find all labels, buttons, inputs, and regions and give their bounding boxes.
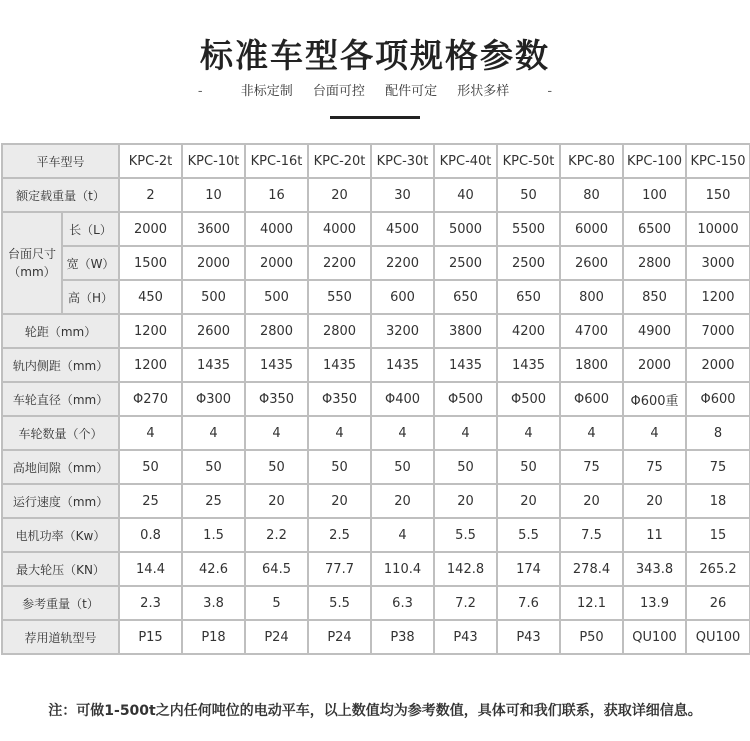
table-cell: 450 [119, 280, 182, 314]
table-cell: 1435 [245, 348, 308, 382]
subtitle-item: 非标定制 [240, 84, 293, 99]
table-cell: 2600 [560, 246, 623, 280]
page-title: 标准车型各项规格参数 [200, 36, 550, 75]
row-label: 平车型号 [2, 144, 119, 178]
table-cell: 4 [371, 518, 434, 552]
table-cell: 18 [686, 484, 750, 518]
table-row [2, 484, 750, 518]
table-cell: 3000 [686, 246, 750, 280]
table-cell: 50 [245, 450, 308, 484]
table-cell: 77.7 [308, 552, 371, 586]
table-cell: 50 [497, 450, 560, 484]
table-cell: 3.8 [182, 586, 245, 620]
table-cell: KPC-150 [686, 144, 750, 178]
table-cell: 3600 [182, 212, 245, 246]
table-cell: 50 [308, 450, 371, 484]
table-cell: Φ500 [497, 382, 560, 416]
table-cell: 2200 [371, 246, 434, 280]
table-cell: 64.5 [245, 552, 308, 586]
table-cell: 4900 [623, 314, 686, 348]
table-row [2, 212, 750, 246]
table-cell: 550 [308, 280, 371, 314]
row-label: 轨内侧距（mm） [2, 348, 119, 382]
table-cell: 0.8 [119, 518, 182, 552]
table-cell: 11 [623, 518, 686, 552]
subtitle-item: 形状多样 [457, 84, 510, 99]
table-cell: Φ300 [182, 382, 245, 416]
table-cell: 4 [560, 416, 623, 450]
table-cell: 2000 [119, 212, 182, 246]
table-cell: 4000 [245, 212, 308, 246]
table-cell: 50 [182, 450, 245, 484]
table-cell: 13.9 [623, 586, 686, 620]
table-row [2, 620, 750, 654]
table-cell: 4200 [497, 314, 560, 348]
table-cell: Φ600 [560, 382, 623, 416]
table-cell: 4700 [560, 314, 623, 348]
table-cell: 343.8 [623, 552, 686, 586]
table-cell: P24 [308, 620, 371, 654]
table-cell: 12.1 [560, 586, 623, 620]
table-cell: 1500 [119, 246, 182, 280]
row-label: 参考重量（t） [2, 586, 119, 620]
table-cell: 50 [119, 450, 182, 484]
table-cell: 26 [686, 586, 750, 620]
table-cell: 4 [119, 416, 182, 450]
sub-label: 宽（W） [62, 246, 119, 280]
table-cell: P18 [182, 620, 245, 654]
table-cell: 2000 [686, 348, 750, 382]
table-cell: KPC-16t [245, 144, 308, 178]
row-label: 轮距（mm） [2, 314, 119, 348]
table-cell: Φ350 [308, 382, 371, 416]
table-cell: 2000 [623, 348, 686, 382]
table-cell: 16 [245, 178, 308, 212]
table-cell: KPC-50t [497, 144, 560, 178]
table-cell: 20 [434, 484, 497, 518]
table-cell: 2.5 [308, 518, 371, 552]
row-label: 运行速度（mm） [2, 484, 119, 518]
table-cell: 4 [182, 416, 245, 450]
table-cell: 15 [686, 518, 750, 552]
table-row [2, 518, 750, 552]
table-cell: 100 [623, 178, 686, 212]
table-cell: 6000 [560, 212, 623, 246]
table-cell: 2500 [497, 246, 560, 280]
table-cell: Φ350 [245, 382, 308, 416]
subtitle [0, 80, 750, 99]
table-cell: 75 [623, 450, 686, 484]
table-cell: 6.3 [371, 586, 434, 620]
table-cell: 1435 [371, 348, 434, 382]
table-cell: 1200 [119, 348, 182, 382]
table-cell: 40 [434, 178, 497, 212]
table-cell: 4500 [371, 212, 434, 246]
table-cell: 850 [623, 280, 686, 314]
table-cell: 1435 [497, 348, 560, 382]
footer-note: 注：可做1-500t之内任何吨位的电动平车，以上数值均为参考数值，具体可和我们联系，获取详细信息。 [48, 703, 702, 719]
table-cell: 500 [245, 280, 308, 314]
table-row [2, 450, 750, 484]
row-label: 高地间隙（mm） [2, 450, 119, 484]
table-cell: 1200 [686, 280, 750, 314]
table-cell: 50 [497, 178, 560, 212]
table-cell: 650 [434, 280, 497, 314]
table-cell: 2000 [245, 246, 308, 280]
row-label: 最大轮压（KN） [2, 552, 119, 586]
table-cell: Φ500 [434, 382, 497, 416]
table-cell: 5000 [434, 212, 497, 246]
table-cell: 650 [497, 280, 560, 314]
table-cell: 1200 [119, 314, 182, 348]
spec-table [1, 143, 750, 655]
table-cell: 20 [623, 484, 686, 518]
table-cell: 3800 [434, 314, 497, 348]
table-cell: P38 [371, 620, 434, 654]
table-cell: 5 [245, 586, 308, 620]
table-cell: 2600 [182, 314, 245, 348]
table-cell: 7.6 [497, 586, 560, 620]
table-cell: Φ270 [119, 382, 182, 416]
table-cell: 4 [308, 416, 371, 450]
table-row [2, 348, 750, 382]
table-cell: 7.2 [434, 586, 497, 620]
table-cell: 20 [308, 178, 371, 212]
row-label: 荐用道轨型号 [2, 620, 119, 654]
table-cell: 2.3 [119, 586, 182, 620]
table-cell: 20 [308, 484, 371, 518]
table-cell: 1.5 [182, 518, 245, 552]
row-label: 电机功率（Kw） [2, 518, 119, 552]
table-cell: P43 [497, 620, 560, 654]
table-cell: 5.5 [434, 518, 497, 552]
table-cell: 10000 [686, 212, 750, 246]
table-cell: 5.5 [497, 518, 560, 552]
table-cell: 1800 [560, 348, 623, 382]
table-cell: 75 [560, 450, 623, 484]
table-cell: 50 [434, 450, 497, 484]
table-row [2, 314, 750, 348]
table-cell: 142.8 [434, 552, 497, 586]
table-cell: P50 [560, 620, 623, 654]
table-cell: 600 [371, 280, 434, 314]
table-cell: 4 [623, 416, 686, 450]
table-cell: 278.4 [560, 552, 623, 586]
table-cell: 4000 [308, 212, 371, 246]
table-cell: 4 [371, 416, 434, 450]
table-row [2, 178, 750, 212]
table-cell: 110.4 [371, 552, 434, 586]
table-cell: KPC-30t [371, 144, 434, 178]
row-label: 额定载重量（t） [2, 178, 119, 212]
table-cell: KPC-20t [308, 144, 371, 178]
table-cell: QU100 [686, 620, 750, 654]
table-cell: 2.2 [245, 518, 308, 552]
table-cell: KPC-100 [623, 144, 686, 178]
table-cell: 2200 [308, 246, 371, 280]
sub-label: 长（L） [62, 212, 119, 246]
table-cell: 25 [182, 484, 245, 518]
table-cell: 75 [686, 450, 750, 484]
subtitle-item: 配件可定 [385, 84, 438, 99]
table-cell: 30 [371, 178, 434, 212]
subtitle-left-dash: - [197, 84, 203, 99]
table-cell: 2800 [245, 314, 308, 348]
table-cell: 2000 [182, 246, 245, 280]
header-row [2, 144, 750, 178]
table-cell: KPC-40t [434, 144, 497, 178]
table-cell: 20 [560, 484, 623, 518]
table-cell: 1435 [434, 348, 497, 382]
table-cell: 10 [182, 178, 245, 212]
table-cell: 2500 [434, 246, 497, 280]
table-cell: 265.2 [686, 552, 750, 586]
table-cell: P15 [119, 620, 182, 654]
table-cell: 20 [371, 484, 434, 518]
row-label: 车轮直径（mm） [2, 382, 119, 416]
table-cell: 2 [119, 178, 182, 212]
table-cell: 500 [182, 280, 245, 314]
table-cell: Φ400 [371, 382, 434, 416]
table-cell: 4 [434, 416, 497, 450]
table-cell: 4 [497, 416, 560, 450]
table-cell: 1435 [182, 348, 245, 382]
table-cell: KPC-80 [560, 144, 623, 178]
table-cell: 150 [686, 178, 750, 212]
table-cell: Φ600重 [623, 382, 686, 416]
table-cell: 42.6 [182, 552, 245, 586]
table-cell: Φ600 [686, 382, 750, 416]
table-cell: 4 [245, 416, 308, 450]
table-cell: 14.4 [119, 552, 182, 586]
table-cell: 20 [497, 484, 560, 518]
subtitle-right-dash: - [547, 84, 553, 99]
table-cell: 80 [560, 178, 623, 212]
table-cell: 2800 [623, 246, 686, 280]
table-cell: 8 [686, 416, 750, 450]
table-cell: 800 [560, 280, 623, 314]
table-cell: 1435 [308, 348, 371, 382]
table-row [2, 586, 750, 620]
table-cell: QU100 [623, 620, 686, 654]
title-underline [330, 116, 420, 119]
row-label: 车轮数量（个） [2, 416, 119, 450]
table-cell: 2800 [308, 314, 371, 348]
table-row [2, 246, 750, 280]
table-row [2, 280, 750, 314]
table-cell: 6500 [623, 212, 686, 246]
group-label: 台面尺寸（mm） [2, 212, 62, 314]
table-cell: 25 [119, 484, 182, 518]
table-row [2, 416, 750, 450]
table-row [2, 382, 750, 416]
table-cell: KPC-2t [119, 144, 182, 178]
sub-label: 高（H） [62, 280, 119, 314]
table-cell: KPC-10t [182, 144, 245, 178]
table-cell: 174 [497, 552, 560, 586]
subtitle-item: 台面可控 [312, 84, 365, 99]
table-cell: 50 [371, 450, 434, 484]
table-cell: P43 [434, 620, 497, 654]
table-row [2, 552, 750, 586]
table-cell: 7.5 [560, 518, 623, 552]
table-cell: P24 [245, 620, 308, 654]
table-cell: 7000 [686, 314, 750, 348]
table-cell: 5.5 [308, 586, 371, 620]
table-cell: 5500 [497, 212, 560, 246]
table-cell: 20 [245, 484, 308, 518]
table-cell: 3200 [371, 314, 434, 348]
